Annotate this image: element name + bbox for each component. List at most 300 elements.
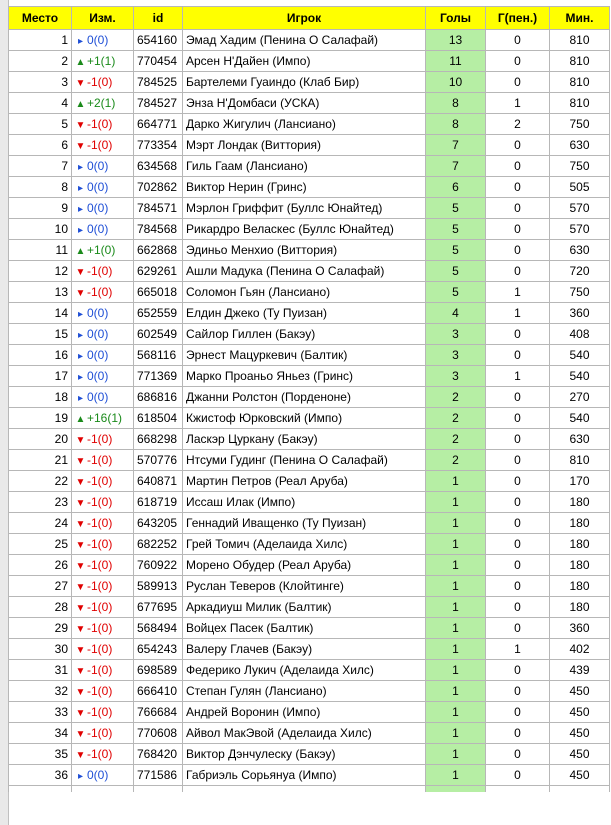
penalty-goals-cell[interactable]: 0 — [486, 51, 550, 72]
minutes-cell[interactable]: 540 — [550, 345, 610, 366]
goals-cell[interactable]: 13 — [426, 30, 486, 51]
penalty-goals-cell[interactable]: 1 — [486, 303, 550, 324]
change-cell[interactable] — [72, 51, 134, 72]
penalty-goals-cell[interactable]: 0 — [486, 597, 550, 618]
change-cell[interactable] — [72, 135, 134, 156]
place-cell[interactable]: 13 — [9, 282, 72, 303]
change-cell[interactable] — [72, 387, 134, 408]
penalty-goals-cell[interactable]: 0 — [486, 387, 550, 408]
goals-cell[interactable]: 2 — [426, 408, 486, 429]
change-cell[interactable] — [72, 471, 134, 492]
change-cell[interactable] — [72, 72, 134, 93]
place-cell[interactable]: 29 — [9, 618, 72, 639]
place-cell[interactable]: 35 — [9, 744, 72, 765]
minutes-cell[interactable]: 450 — [550, 702, 610, 723]
table-row — [9, 555, 610, 576]
penalty-goals-cell[interactable]: 0 — [486, 219, 550, 240]
minutes-cell[interactable]: 180 — [550, 555, 610, 576]
penalty-goals-cell[interactable]: 0 — [486, 72, 550, 93]
id-cell[interactable]: 618504 — [134, 408, 183, 429]
player-cell[interactable]: Рикардро Веласкес (Буллс Юнайтед) — [183, 219, 426, 240]
change-cell[interactable] — [72, 723, 134, 744]
change-cell[interactable] — [72, 429, 134, 450]
place-cell[interactable]: 4 — [9, 93, 72, 114]
minutes-cell[interactable]: 810 — [550, 30, 610, 51]
place-cell[interactable]: 1 — [9, 30, 72, 51]
minutes-cell[interactable]: 450 — [550, 681, 610, 702]
penalty-goals-cell[interactable]: 0 — [486, 408, 550, 429]
header-place[interactable]: Место — [9, 7, 72, 30]
penalty-goals-cell[interactable]: 0 — [486, 681, 550, 702]
id-cell[interactable]: 771369 — [134, 366, 183, 387]
place-cell[interactable]: 21 — [9, 450, 72, 471]
player-cell[interactable]: Бартелеми Гуаиндо (Клаб Бир) — [183, 72, 426, 93]
goals-cell[interactable]: 5 — [426, 282, 486, 303]
place-cell[interactable]: 5 — [9, 114, 72, 135]
place-cell[interactable]: 19 — [9, 408, 72, 429]
goals-cell[interactable]: 5 — [426, 219, 486, 240]
place-cell[interactable]: 26 — [9, 555, 72, 576]
id-cell[interactable]: 568494 — [134, 618, 183, 639]
player-cell[interactable]: Гиль Гаам (Лансиано) — [183, 156, 426, 177]
id-cell[interactable]: 760922 — [134, 555, 183, 576]
minutes-cell[interactable]: 810 — [550, 72, 610, 93]
penalty-goals-cell[interactable]: 0 — [486, 723, 550, 744]
table-row — [9, 450, 610, 471]
goals-cell[interactable]: 4 — [426, 303, 486, 324]
change-cell[interactable] — [72, 177, 134, 198]
goals-cell[interactable]: 8 — [426, 93, 486, 114]
right-flag-icon: ▸ — [77, 225, 84, 236]
minutes-cell[interactable]: 630 — [550, 240, 610, 261]
place-cell[interactable]: 3 — [9, 72, 72, 93]
change-cell[interactable] — [72, 30, 134, 51]
place-cell[interactable]: 6 — [9, 135, 72, 156]
goals-cell[interactable]: 5 — [426, 198, 486, 219]
penalty-goals-cell[interactable]: 0 — [486, 618, 550, 639]
goals-cell[interactable]: 1 — [426, 639, 486, 660]
id-cell[interactable]: 784527 — [134, 93, 183, 114]
minutes-cell[interactable]: 540 — [550, 408, 610, 429]
id-cell[interactable]: 568116 — [134, 345, 183, 366]
penalty-goals-cell[interactable]: 0 — [486, 492, 550, 513]
change-cell[interactable] — [72, 324, 134, 345]
goals-cell[interactable]: 1 — [426, 660, 486, 681]
penalty-goals-cell[interactable]: 0 — [486, 30, 550, 51]
penalty-goals-cell[interactable]: 0 — [486, 156, 550, 177]
penalty-goals-cell[interactable]: 0 — [486, 450, 550, 471]
penalty-goals-cell[interactable]: 0 — [486, 471, 550, 492]
penalty-goals-cell[interactable]: 0 — [486, 135, 550, 156]
change-cell[interactable] — [72, 681, 134, 702]
id-cell[interactable]: 654160 — [134, 30, 183, 51]
id-cell[interactable]: 766684 — [134, 702, 183, 723]
minutes-cell[interactable]: 180 — [550, 492, 610, 513]
change-cell[interactable] — [72, 660, 134, 681]
player-cell[interactable]: Нтсуми Гудинг (Пенина О Салафай) — [183, 450, 426, 471]
player-cell[interactable]: Сайлор Гиллен (Бакэу) — [183, 324, 426, 345]
goals-cell[interactable]: 1 — [426, 702, 486, 723]
player-cell[interactable]: Грей Томич (Аделаида Хилс) — [183, 534, 426, 555]
place-cell[interactable]: 25 — [9, 534, 72, 555]
player-cell[interactable]: Кжистоф Юрковский (Импо) — [183, 408, 426, 429]
change-cell[interactable] — [72, 618, 134, 639]
player-cell[interactable]: Аркадиуш Милик (Балтик) — [183, 597, 426, 618]
goals-cell[interactable]: 7 — [426, 135, 486, 156]
player-cell[interactable]: Валеру Глачев (Бакэу) — [183, 639, 426, 660]
place-cell[interactable]: 18 — [9, 387, 72, 408]
table-row — [9, 513, 610, 534]
change-value: -1(0) — [87, 642, 113, 656]
player-cell[interactable]: Ашли Мадука (Пенина О Салафай) — [183, 261, 426, 282]
change-cell[interactable] — [72, 639, 134, 660]
minutes-cell[interactable]: 360 — [550, 618, 610, 639]
place-cell[interactable]: 17 — [9, 366, 72, 387]
change-cell[interactable] — [72, 450, 134, 471]
change-cell[interactable] — [72, 261, 134, 282]
place-cell[interactable]: 16 — [9, 345, 72, 366]
minutes-cell[interactable]: 180 — [550, 534, 610, 555]
goals-cell[interactable]: 1 — [426, 723, 486, 744]
player-cell[interactable]: Иссаш Илак (Импо) — [183, 492, 426, 513]
place-cell[interactable]: 2 — [9, 51, 72, 72]
id-cell[interactable]: 634568 — [134, 156, 183, 177]
player-cell[interactable]: Джанни Ролстон (Порденоне) — [183, 387, 426, 408]
change-cell[interactable] — [72, 156, 134, 177]
penalty-goals-cell[interactable]: 0 — [486, 240, 550, 261]
change-value: -1(0) — [87, 138, 113, 152]
id-cell[interactable]: 686816 — [134, 387, 183, 408]
minutes-cell[interactable]: 270 — [550, 387, 610, 408]
change-cell[interactable] — [72, 114, 134, 135]
id-cell[interactable]: 682252 — [134, 534, 183, 555]
table-row — [9, 387, 610, 408]
player-cell[interactable]: Елдин Джеко (Ту Пуизан) — [183, 303, 426, 324]
place-cell[interactable]: 10 — [9, 219, 72, 240]
header-id[interactable]: id — [134, 7, 183, 30]
goals-cell[interactable]: 8 — [426, 114, 486, 135]
player-cell[interactable]: Геннадий Иващенко (Ту Пуизан) — [183, 513, 426, 534]
goals-cell[interactable]: 2 — [426, 387, 486, 408]
change-value: 0(0) — [87, 180, 109, 194]
minutes-cell[interactable]: 450 — [550, 765, 610, 786]
minutes-cell[interactable]: 570 — [550, 219, 610, 240]
place-cell[interactable]: 28 — [9, 597, 72, 618]
place-cell[interactable]: 20 — [9, 429, 72, 450]
goals-cell[interactable]: 1 — [426, 513, 486, 534]
goals-cell[interactable]: 3 — [426, 345, 486, 366]
goals-cell[interactable]: 5 — [426, 240, 486, 261]
id-cell[interactable]: 662868 — [134, 240, 183, 261]
player-cell[interactable]: Степан Гулян (Лансиано) — [183, 681, 426, 702]
change-value: -1(0) — [87, 663, 113, 677]
change-cell[interactable] — [72, 240, 134, 261]
header-goals[interactable]: Голы — [426, 7, 486, 30]
penalty-goals-cell[interactable]: 0 — [486, 345, 550, 366]
change-value: 0(0) — [87, 369, 109, 383]
table-row — [9, 492, 610, 513]
down-triangle-icon: ▼ — [75, 624, 86, 635]
id-cell[interactable]: 665018 — [134, 282, 183, 303]
id-cell[interactable]: 602549 — [134, 324, 183, 345]
change-cell[interactable] — [72, 219, 134, 240]
header-player[interactable]: Игрок — [183, 7, 426, 30]
goals-cell[interactable]: 1 — [426, 534, 486, 555]
goals-cell[interactable]: 1 — [426, 471, 486, 492]
player-cell[interactable]: Габриэль Сорьянуа (Импо) — [183, 765, 426, 786]
id-cell[interactable]: 589913 — [134, 576, 183, 597]
place-cell[interactable]: 33 — [9, 702, 72, 723]
place-cell[interactable]: 9 — [9, 198, 72, 219]
penalty-goals-cell[interactable]: 1 — [486, 639, 550, 660]
place-cell[interactable]: 36 — [9, 765, 72, 786]
change-value: 0(0) — [87, 390, 109, 404]
minutes-cell[interactable]: 170 — [550, 471, 610, 492]
penalty-goals-cell[interactable]: 0 — [486, 513, 550, 534]
place-cell[interactable]: 11 — [9, 240, 72, 261]
id-cell[interactable]: 770608 — [134, 723, 183, 744]
empty-cell[interactable] — [486, 786, 550, 792]
change-cell[interactable] — [72, 198, 134, 219]
player-cell[interactable]: Андрей Воронин (Импо) — [183, 702, 426, 723]
change-value: 0(0) — [87, 348, 109, 362]
place-cell[interactable]: 23 — [9, 492, 72, 513]
place-cell[interactable]: 22 — [9, 471, 72, 492]
change-value: -1(0) — [87, 705, 113, 719]
id-cell[interactable]: 666410 — [134, 681, 183, 702]
minutes-cell[interactable]: 720 — [550, 261, 610, 282]
minutes-cell[interactable]: 630 — [550, 135, 610, 156]
minutes-cell[interactable]: 810 — [550, 93, 610, 114]
goals-cell[interactable]: 1 — [426, 765, 486, 786]
id-cell[interactable]: 784568 — [134, 219, 183, 240]
change-value: 0(0) — [87, 327, 109, 341]
player-cell[interactable]: Виктор Нерин (Гринс) — [183, 177, 426, 198]
place-cell[interactable]: 8 — [9, 177, 72, 198]
place-cell[interactable]: 24 — [9, 513, 72, 534]
table-row — [9, 324, 610, 345]
empty-cell[interactable] — [183, 786, 426, 792]
id-cell[interactable]: 698589 — [134, 660, 183, 681]
goals-cell[interactable]: 10 — [426, 72, 486, 93]
goals-cell[interactable]: 1 — [426, 681, 486, 702]
empty-cell[interactable] — [72, 786, 134, 792]
change-cell[interactable] — [72, 345, 134, 366]
empty-cell[interactable] — [550, 786, 610, 792]
minutes-cell[interactable]: 360 — [550, 303, 610, 324]
id-cell[interactable]: 654243 — [134, 639, 183, 660]
table-row — [9, 723, 610, 744]
scorers-table — [8, 6, 610, 792]
player-cell[interactable]: Руслан Теверов (Клойтинге) — [183, 576, 426, 597]
change-cell[interactable] — [72, 702, 134, 723]
change-cell[interactable] — [72, 765, 134, 786]
empty-cell[interactable] — [426, 786, 486, 792]
player-cell[interactable]: Мэрлон Гриффит (Буллс Юнайтед) — [183, 198, 426, 219]
minutes-cell[interactable]: 450 — [550, 723, 610, 744]
penalty-goals-cell[interactable]: 0 — [486, 744, 550, 765]
penalty-goals-cell[interactable]: 2 — [486, 114, 550, 135]
player-cell[interactable]: Мэрт Лондак (Виттория) — [183, 135, 426, 156]
penalty-goals-cell[interactable]: 1 — [486, 93, 550, 114]
place-cell[interactable]: 7 — [9, 156, 72, 177]
penalty-goals-cell[interactable]: 0 — [486, 261, 550, 282]
minutes-cell[interactable]: 810 — [550, 450, 610, 471]
player-cell[interactable]: Ласкэр Цуркану (Бакэу) — [183, 429, 426, 450]
id-cell[interactable]: 668298 — [134, 429, 183, 450]
penalty-goals-cell[interactable]: 1 — [486, 366, 550, 387]
table-row — [9, 576, 610, 597]
goals-cell[interactable]: 3 — [426, 366, 486, 387]
header-change[interactable]: Изм. — [72, 7, 134, 30]
player-cell[interactable]: Дарко Жигулич (Лансиано) — [183, 114, 426, 135]
change-cell[interactable] — [72, 744, 134, 765]
place-cell[interactable]: 27 — [9, 576, 72, 597]
goals-cell[interactable]: 2 — [426, 450, 486, 471]
place-cell[interactable]: 30 — [9, 639, 72, 660]
change-value: -1(0) — [87, 285, 113, 299]
goals-cell[interactable]: 1 — [426, 597, 486, 618]
penalty-goals-cell[interactable]: 0 — [486, 660, 550, 681]
id-cell[interactable]: 770454 — [134, 51, 183, 72]
id-cell[interactable]: 629261 — [134, 261, 183, 282]
penalty-goals-cell[interactable]: 0 — [486, 765, 550, 786]
table-row — [9, 744, 610, 765]
penalty-goals-cell[interactable]: 0 — [486, 702, 550, 723]
penalty-goals-cell[interactable]: 0 — [486, 576, 550, 597]
penalty-goals-cell[interactable]: 0 — [486, 198, 550, 219]
goals-cell[interactable]: 2 — [426, 429, 486, 450]
id-cell[interactable]: 652559 — [134, 303, 183, 324]
table-row — [9, 681, 610, 702]
player-cell[interactable]: Эдиньо Менхио (Виттория) — [183, 240, 426, 261]
penalty-goals-cell[interactable]: 1 — [486, 282, 550, 303]
id-cell[interactable]: 570776 — [134, 450, 183, 471]
place-cell[interactable]: 34 — [9, 723, 72, 744]
down-triangle-icon: ▼ — [75, 141, 86, 152]
player-cell[interactable]: Айвол МакЭвой (Аделаида Хилс) — [183, 723, 426, 744]
change-value: -1(0) — [87, 621, 113, 635]
minutes-cell[interactable]: 505 — [550, 177, 610, 198]
header-pen[interactable]: Г(пен.) — [486, 7, 550, 30]
goals-cell[interactable]: 1 — [426, 744, 486, 765]
minutes-cell[interactable]: 180 — [550, 513, 610, 534]
down-triangle-icon: ▼ — [75, 708, 86, 719]
penalty-goals-cell[interactable]: 0 — [486, 555, 550, 576]
id-cell[interactable]: 664771 — [134, 114, 183, 135]
id-cell[interactable]: 640871 — [134, 471, 183, 492]
minutes-cell[interactable]: 408 — [550, 324, 610, 345]
minutes-cell[interactable]: 750 — [550, 282, 610, 303]
player-cell[interactable]: Эмад Хадим (Пенина О Салафай) — [183, 30, 426, 51]
minutes-cell[interactable]: 180 — [550, 576, 610, 597]
penalty-goals-cell[interactable]: 0 — [486, 429, 550, 450]
place-cell[interactable]: 12 — [9, 261, 72, 282]
id-cell[interactable]: 768420 — [134, 744, 183, 765]
id-cell[interactable]: 784525 — [134, 72, 183, 93]
table-row — [9, 534, 610, 555]
penalty-goals-cell[interactable]: 0 — [486, 177, 550, 198]
player-cell[interactable]: Эрнест Мацуркевич (Балтик) — [183, 345, 426, 366]
id-cell[interactable]: 618719 — [134, 492, 183, 513]
empty-cell[interactable] — [9, 786, 72, 792]
player-cell[interactable]: Мартин Петров (Реал Аруба) — [183, 471, 426, 492]
change-value: -1(0) — [87, 75, 113, 89]
goals-cell[interactable]: 1 — [426, 555, 486, 576]
change-value: -1(0) — [87, 726, 113, 740]
place-cell[interactable]: 15 — [9, 324, 72, 345]
change-cell[interactable] — [72, 366, 134, 387]
minutes-cell[interactable]: 750 — [550, 114, 610, 135]
change-cell[interactable] — [72, 576, 134, 597]
id-cell[interactable]: 771586 — [134, 765, 183, 786]
minutes-cell[interactable]: 630 — [550, 429, 610, 450]
player-cell[interactable]: Энза Н'Домбаси (УСКА) — [183, 93, 426, 114]
header-min[interactable]: Мин. — [550, 7, 610, 30]
table-row — [9, 345, 610, 366]
id-cell[interactable]: 702862 — [134, 177, 183, 198]
change-cell[interactable] — [72, 597, 134, 618]
penalty-goals-cell[interactable]: 0 — [486, 534, 550, 555]
id-cell[interactable]: 784571 — [134, 198, 183, 219]
id-cell[interactable]: 773354 — [134, 135, 183, 156]
down-triangle-icon: ▼ — [75, 540, 86, 551]
change-cell[interactable] — [72, 303, 134, 324]
id-cell[interactable]: 677695 — [134, 597, 183, 618]
place-cell[interactable]: 31 — [9, 660, 72, 681]
minutes-cell[interactable]: 450 — [550, 744, 610, 765]
empty-cell[interactable] — [134, 786, 183, 792]
player-cell[interactable]: Войцех Пасек (Балтик) — [183, 618, 426, 639]
change-cell[interactable] — [72, 93, 134, 114]
table-row — [9, 93, 610, 114]
change-cell[interactable] — [72, 408, 134, 429]
minutes-cell[interactable]: 750 — [550, 156, 610, 177]
down-triangle-icon: ▼ — [75, 687, 86, 698]
player-cell[interactable]: Соломон Гьян (Лансиано) — [183, 282, 426, 303]
minutes-cell[interactable]: 540 — [550, 366, 610, 387]
goals-cell[interactable]: 7 — [426, 156, 486, 177]
penalty-goals-cell[interactable]: 0 — [486, 324, 550, 345]
place-cell[interactable]: 14 — [9, 303, 72, 324]
table-row — [9, 618, 610, 639]
minutes-cell[interactable]: 439 — [550, 660, 610, 681]
goals-cell[interactable]: 11 — [426, 51, 486, 72]
player-cell[interactable]: Арсен Н'Дайен (Импо) — [183, 51, 426, 72]
goals-cell[interactable]: 1 — [426, 618, 486, 639]
place-cell[interactable]: 32 — [9, 681, 72, 702]
minutes-cell[interactable]: 810 — [550, 51, 610, 72]
goals-cell[interactable]: 5 — [426, 261, 486, 282]
change-cell[interactable] — [72, 513, 134, 534]
minutes-cell[interactable]: 570 — [550, 198, 610, 219]
change-cell[interactable] — [72, 555, 134, 576]
id-cell[interactable]: 643205 — [134, 513, 183, 534]
player-cell[interactable]: Виктор Дэнчулеску (Бакэу) — [183, 744, 426, 765]
change-cell[interactable] — [72, 492, 134, 513]
player-cell[interactable]: Федерико Лукич (Аделаида Хилс) — [183, 660, 426, 681]
goals-cell[interactable]: 3 — [426, 324, 486, 345]
change-cell[interactable] — [72, 282, 134, 303]
goals-cell[interactable]: 1 — [426, 492, 486, 513]
goals-cell[interactable]: 6 — [426, 177, 486, 198]
change-cell[interactable] — [72, 534, 134, 555]
player-cell[interactable]: Морено Обудер (Реал Аруба) — [183, 555, 426, 576]
minutes-cell[interactable]: 180 — [550, 597, 610, 618]
player-cell[interactable]: Марко Проаньо Яньез (Гринс) — [183, 366, 426, 387]
goals-cell[interactable]: 1 — [426, 576, 486, 597]
minutes-cell[interactable]: 402 — [550, 639, 610, 660]
